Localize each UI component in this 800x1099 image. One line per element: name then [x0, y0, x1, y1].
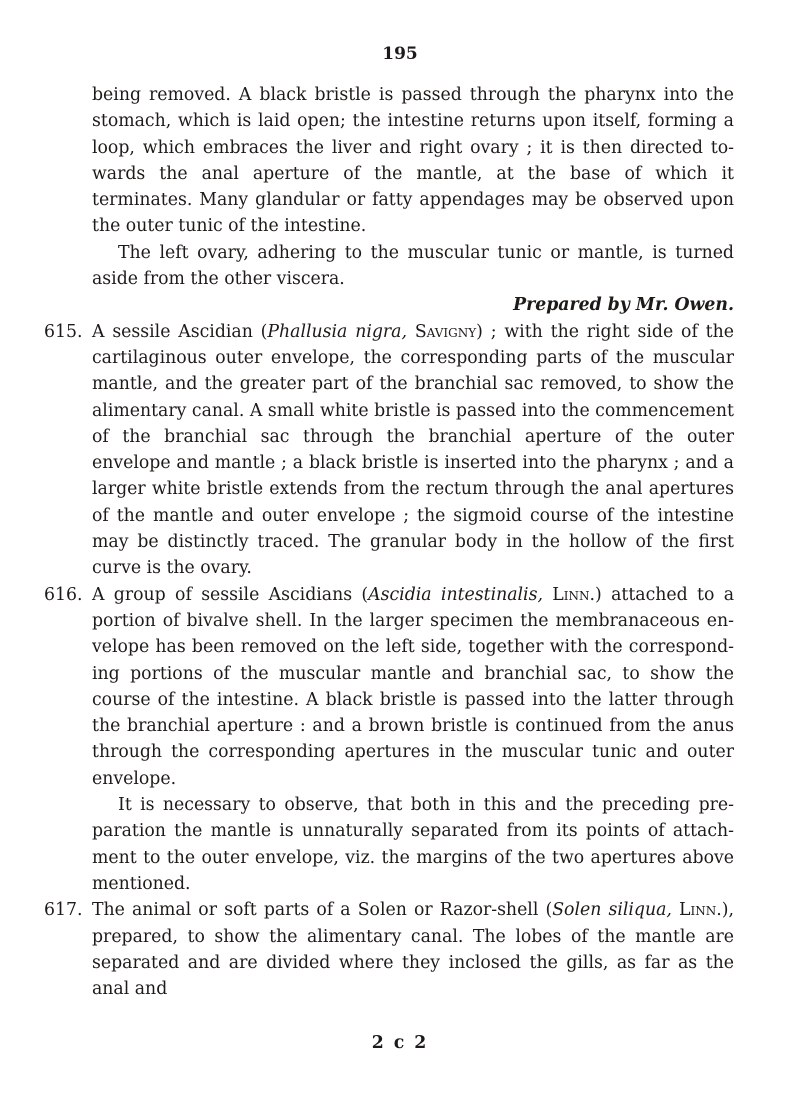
- entry-text-pre: A group of sessile Ascidians (: [92, 584, 369, 605]
- entry-text-post: ), prepared, to show the alimentary canal. The lobes of the mantle are separated and are divided where they inclosed the gills, as far as the anal and: [92, 900, 734, 1000]
- entry-number: 616.: [44, 584, 83, 605]
- page-number: 195: [382, 44, 418, 64]
- species-author: Linn.: [552, 584, 596, 605]
- entry-text-post: ) ; with the right side of the cartilaginous outer envelope, the corresponding parts of the muscular mantle, and the greater part of the branchial sac removed, to show the alimentary canal. A small white bristle is passed into the commencement of the branchial sac through the branchial aperture of the outer envelope and mantle ; a black bristle is inserted into the pharynx ; and a larger white bristle extends from the rectum through the anal apertures of the mantle and outer envelope ; the sigmoid course of the intestine may be distinctly traced. The granular body in the hollow of the first curve is the ovary.: [92, 321, 734, 579]
- ovary-paragraph: [44, 240, 734, 293]
- species-name: Phallusia nigra,: [267, 321, 407, 342]
- preparer-credit: Prepared by Mr. Owen.: [513, 295, 734, 316]
- species-name: Ascidia intestinalis,: [368, 584, 543, 605]
- catalogue-entry-616: [44, 582, 734, 792]
- entry-text-pre: A sessile Ascidian (: [92, 321, 268, 342]
- species-author: Savigny: [414, 321, 477, 342]
- continued-paragraph: being removed. A black bristle is passed through the pharynx into the stomach, which is laid open; the intestine returns upon itself, forming a loop, which embraces the liver and right ovary ; it is then directed towards the anal aperture of the mantle, at the base of which it terminates. Many glandular or fatty appendages may be observed upon the outer tunic of the intestine.: [92, 85, 734, 237]
- entry-text-pre: The animal or soft parts of a Solen or Razor-shell (: [92, 900, 553, 921]
- species-name: Solen siliqua,: [552, 900, 672, 921]
- ovary-paragraph-text: The left ovary, adhering to the muscular tunic or mantle, is turned aside from the other viscera.: [92, 242, 734, 290]
- entry-616-note: It is necessary to observe, that both in this and the preceding preparation the mantle is unnaturally separated from its points of attachment to the outer envelope, viz. the margins of the two apertures above mentioned.: [92, 795, 734, 894]
- entry-text-post: ) attached to a portion of bivalve shell. In the larger specimen the membranaceous envelope has been removed on the left side, together with the corresponding portions of the muscular mantle and branchial sac, to show the course of the intestine. A black bristle is passed into the latter through the branchial aperture : and a brown bristle is continued from the anus through the corresponding apertures in the muscular tunic and outer envelope.: [92, 584, 734, 789]
- entry-number: 617.: [44, 900, 83, 921]
- catalogue-entry-615: [44, 319, 734, 582]
- species-author: Linn.: [679, 900, 722, 921]
- page-body: [44, 82, 734, 1002]
- entry-number: 615.: [44, 321, 83, 342]
- signature-mark: 2 c 2: [371, 1033, 429, 1053]
- catalogue-entry-617: [44, 897, 734, 1002]
- credit-line: [44, 292, 734, 318]
